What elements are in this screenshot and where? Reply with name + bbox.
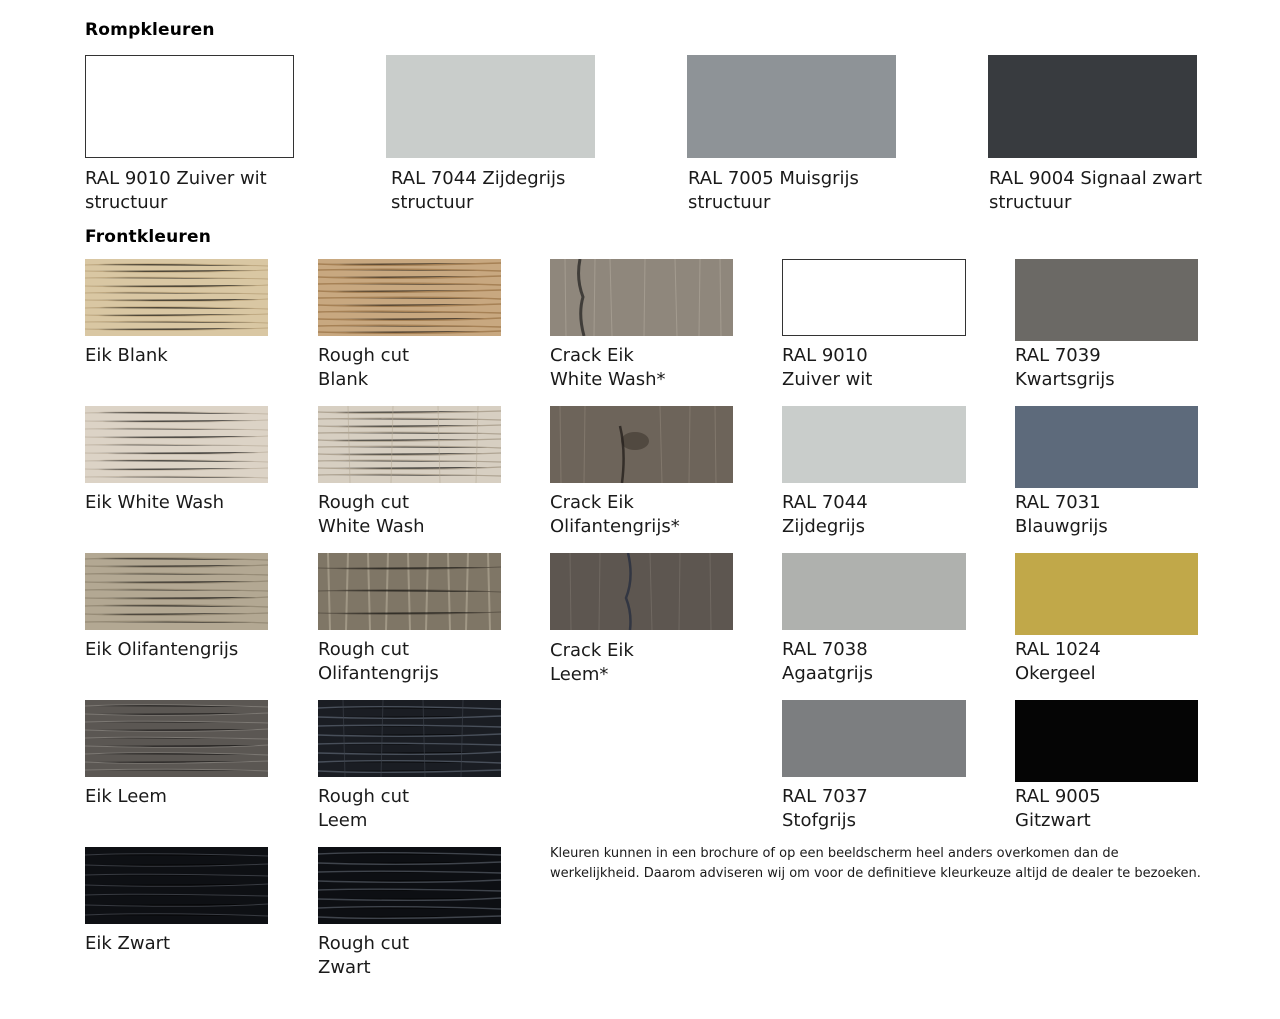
eik-olifantengrijs-swatch <box>85 553 268 630</box>
rough-cut-blank-swatch <box>318 259 501 336</box>
rough-cut-leem-swatch <box>318 700 501 777</box>
front-label-ral-7031: RAL 7031 Blauwgrijs <box>1015 492 1108 537</box>
romp-swatch-ral-7044 <box>386 55 595 158</box>
front-label-ral-7044: RAL 7044 Zijdegrijs <box>782 492 868 537</box>
crack-eik-white-wash-label: Crack Eik White Wash* <box>550 345 666 390</box>
romp-swatch-ral-9004 <box>988 55 1197 158</box>
eik-leem-swatch <box>85 700 268 777</box>
eik-white-wash-label: Eik White Wash <box>85 492 225 513</box>
front-swatch-ral-1024 <box>1015 553 1198 635</box>
eik-olifantengrijs-label: Eik Olifantengrijs <box>85 639 239 660</box>
romp-label-ral-9004: RAL 9004 Signaal zwart structuur <box>989 168 1203 213</box>
rough-cut-white-wash-swatch <box>318 406 501 483</box>
romp-label-ral-7005: RAL 7005 Muisgrijs structuur <box>688 168 859 213</box>
front-swatch-ral-7038 <box>782 553 966 630</box>
front-swatch-ral-7037 <box>782 700 966 777</box>
rough-cut-zwart-swatch <box>318 847 501 924</box>
color-disclaimer-note: Kleuren kunnen in een brochure of op een beeldscherm heel anders overkomen dan de werkelijkheid. Daarom adviseren wij om voor de definitieve kleurkeuze altijd de dealer te bezoeken. <box>550 846 1201 881</box>
romp-label-ral-9010: RAL 9010 Zuiver wit structuur <box>85 168 267 213</box>
romp-label-ral-7044: RAL 7044 Zijdegrijs structuur <box>391 168 566 213</box>
crack-eik-leem-label: Crack Eik Leem* <box>550 640 634 685</box>
crack-eik-leem-swatch <box>550 553 733 630</box>
front-swatch-ral-9010 <box>782 259 966 336</box>
crack-eik-olifantengrijs-swatch <box>550 406 733 483</box>
frontkleuren-heading: Frontkleuren <box>85 227 211 247</box>
romp-swatch-ral-7005 <box>687 55 896 158</box>
rough-cut-blank-label: Rough cut Blank <box>318 345 410 390</box>
front-label-ral-9005: RAL 9005 Gitzwart <box>1015 786 1101 831</box>
rough-cut-white-wash-label: Rough cut White Wash <box>318 492 425 537</box>
eik-blank-swatch <box>85 259 268 336</box>
front-label-ral-9010: RAL 9010 Zuiver wit <box>782 345 873 390</box>
front-swatch-ral-7044 <box>782 406 966 483</box>
front-swatch-ral-9005 <box>1015 700 1198 782</box>
rough-cut-olifantengrijs-swatch <box>318 553 501 630</box>
front-swatch-ral-7039 <box>1015 259 1198 341</box>
eik-zwart-label: Eik Zwart <box>85 933 171 954</box>
crack-eik-white-wash-swatch <box>550 259 733 336</box>
front-label-ral-7038: RAL 7038 Agaatgrijs <box>782 639 874 684</box>
eik-leem-label: Eik Leem <box>85 786 167 807</box>
front-label-ral-7037: RAL 7037 Stofgrijs <box>782 786 868 831</box>
rough-cut-olifantengrijs-label: Rough cut Olifantengrijs <box>318 639 439 684</box>
eik-zwart-swatch <box>85 847 268 924</box>
rompkleuren-heading: Rompkleuren <box>85 20 215 40</box>
rough-cut-zwart-label: Rough cut Zwart <box>318 933 410 978</box>
eik-white-wash-swatch <box>85 406 268 483</box>
crack-eik-olifantengrijs-label: Crack Eik Olifantengrijs* <box>550 492 680 537</box>
front-swatch-ral-7031 <box>1015 406 1198 488</box>
romp-swatch-ral-9010 <box>85 55 294 158</box>
front-label-ral-7039: RAL 7039 Kwartsgrijs <box>1015 345 1115 390</box>
eik-blank-label: Eik Blank <box>85 345 168 366</box>
front-label-ral-1024: RAL 1024 Okergeel <box>1015 639 1101 684</box>
rough-cut-leem-label: Rough cut Leem <box>318 786 410 831</box>
